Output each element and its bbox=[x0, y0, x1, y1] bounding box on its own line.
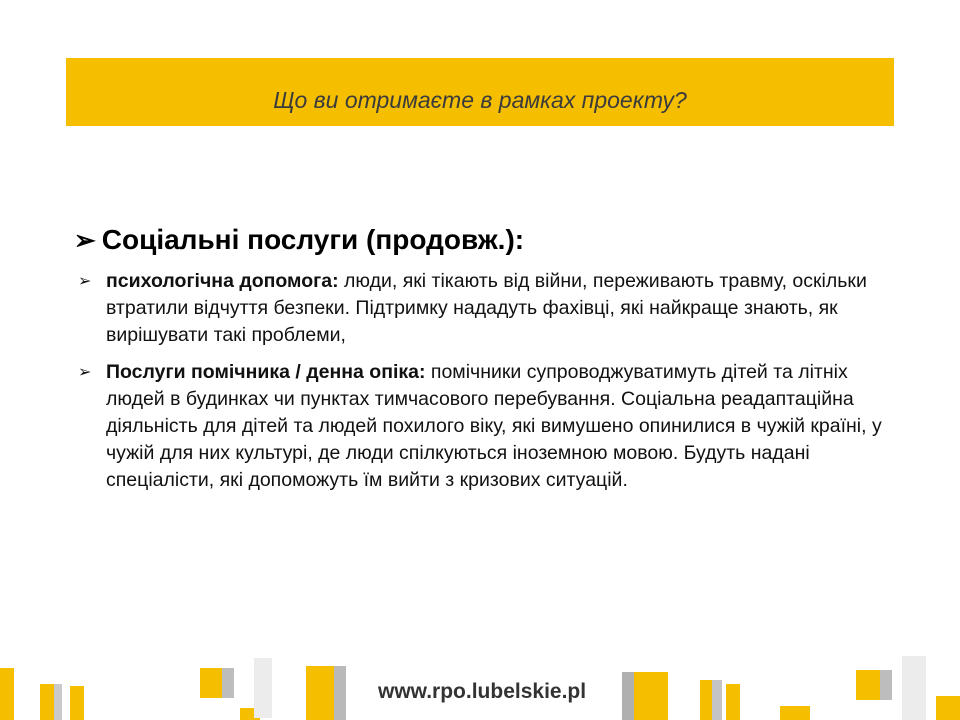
arrow-bullet-icon: ➢ bbox=[78, 364, 92, 381]
arrow-bullet-icon: ➢ bbox=[78, 273, 92, 290]
section-heading-text: Соціальні послуги (продовж.): bbox=[101, 224, 525, 255]
slide-title: Що ви отримаєте в рамках проекту? bbox=[273, 87, 687, 113]
list-item bbox=[74, 268, 894, 349]
arrow-bullet-icon: ➢ bbox=[74, 224, 96, 255]
footer bbox=[0, 650, 960, 720]
item-label: Послуги помічника / денна опіка: bbox=[106, 361, 426, 383]
website-url: www.rpo.lubelskie.pl bbox=[378, 680, 587, 703]
list-item bbox=[74, 359, 894, 494]
item-label: психологічна допомога: bbox=[106, 270, 339, 292]
item-text: люди, які тікають від війни, переживають травму, оскільки втратили відчуття безпеки. Підтримку нададуть фахівці, які найкраще знають, як вирішувати такі проблеми, bbox=[106, 270, 867, 346]
section-heading bbox=[74, 224, 894, 256]
bullet-list bbox=[74, 268, 894, 494]
slide-content bbox=[74, 224, 894, 504]
title-banner bbox=[66, 58, 894, 126]
item-text: помічники супроводжуватимуть дітей та літніх людей в будинках чи пунктах тимчасового перебування. Соціальна реадаптаційна діяльність для дітей та людей похилого віку, які вимушено опинилися в чужій країні, у чужій для них культурі, де люди спілкуються іноземною мовою. Будуть надані спеціалісти, які допоможуть їм вийти з кризових ситуацій. bbox=[106, 361, 882, 491]
